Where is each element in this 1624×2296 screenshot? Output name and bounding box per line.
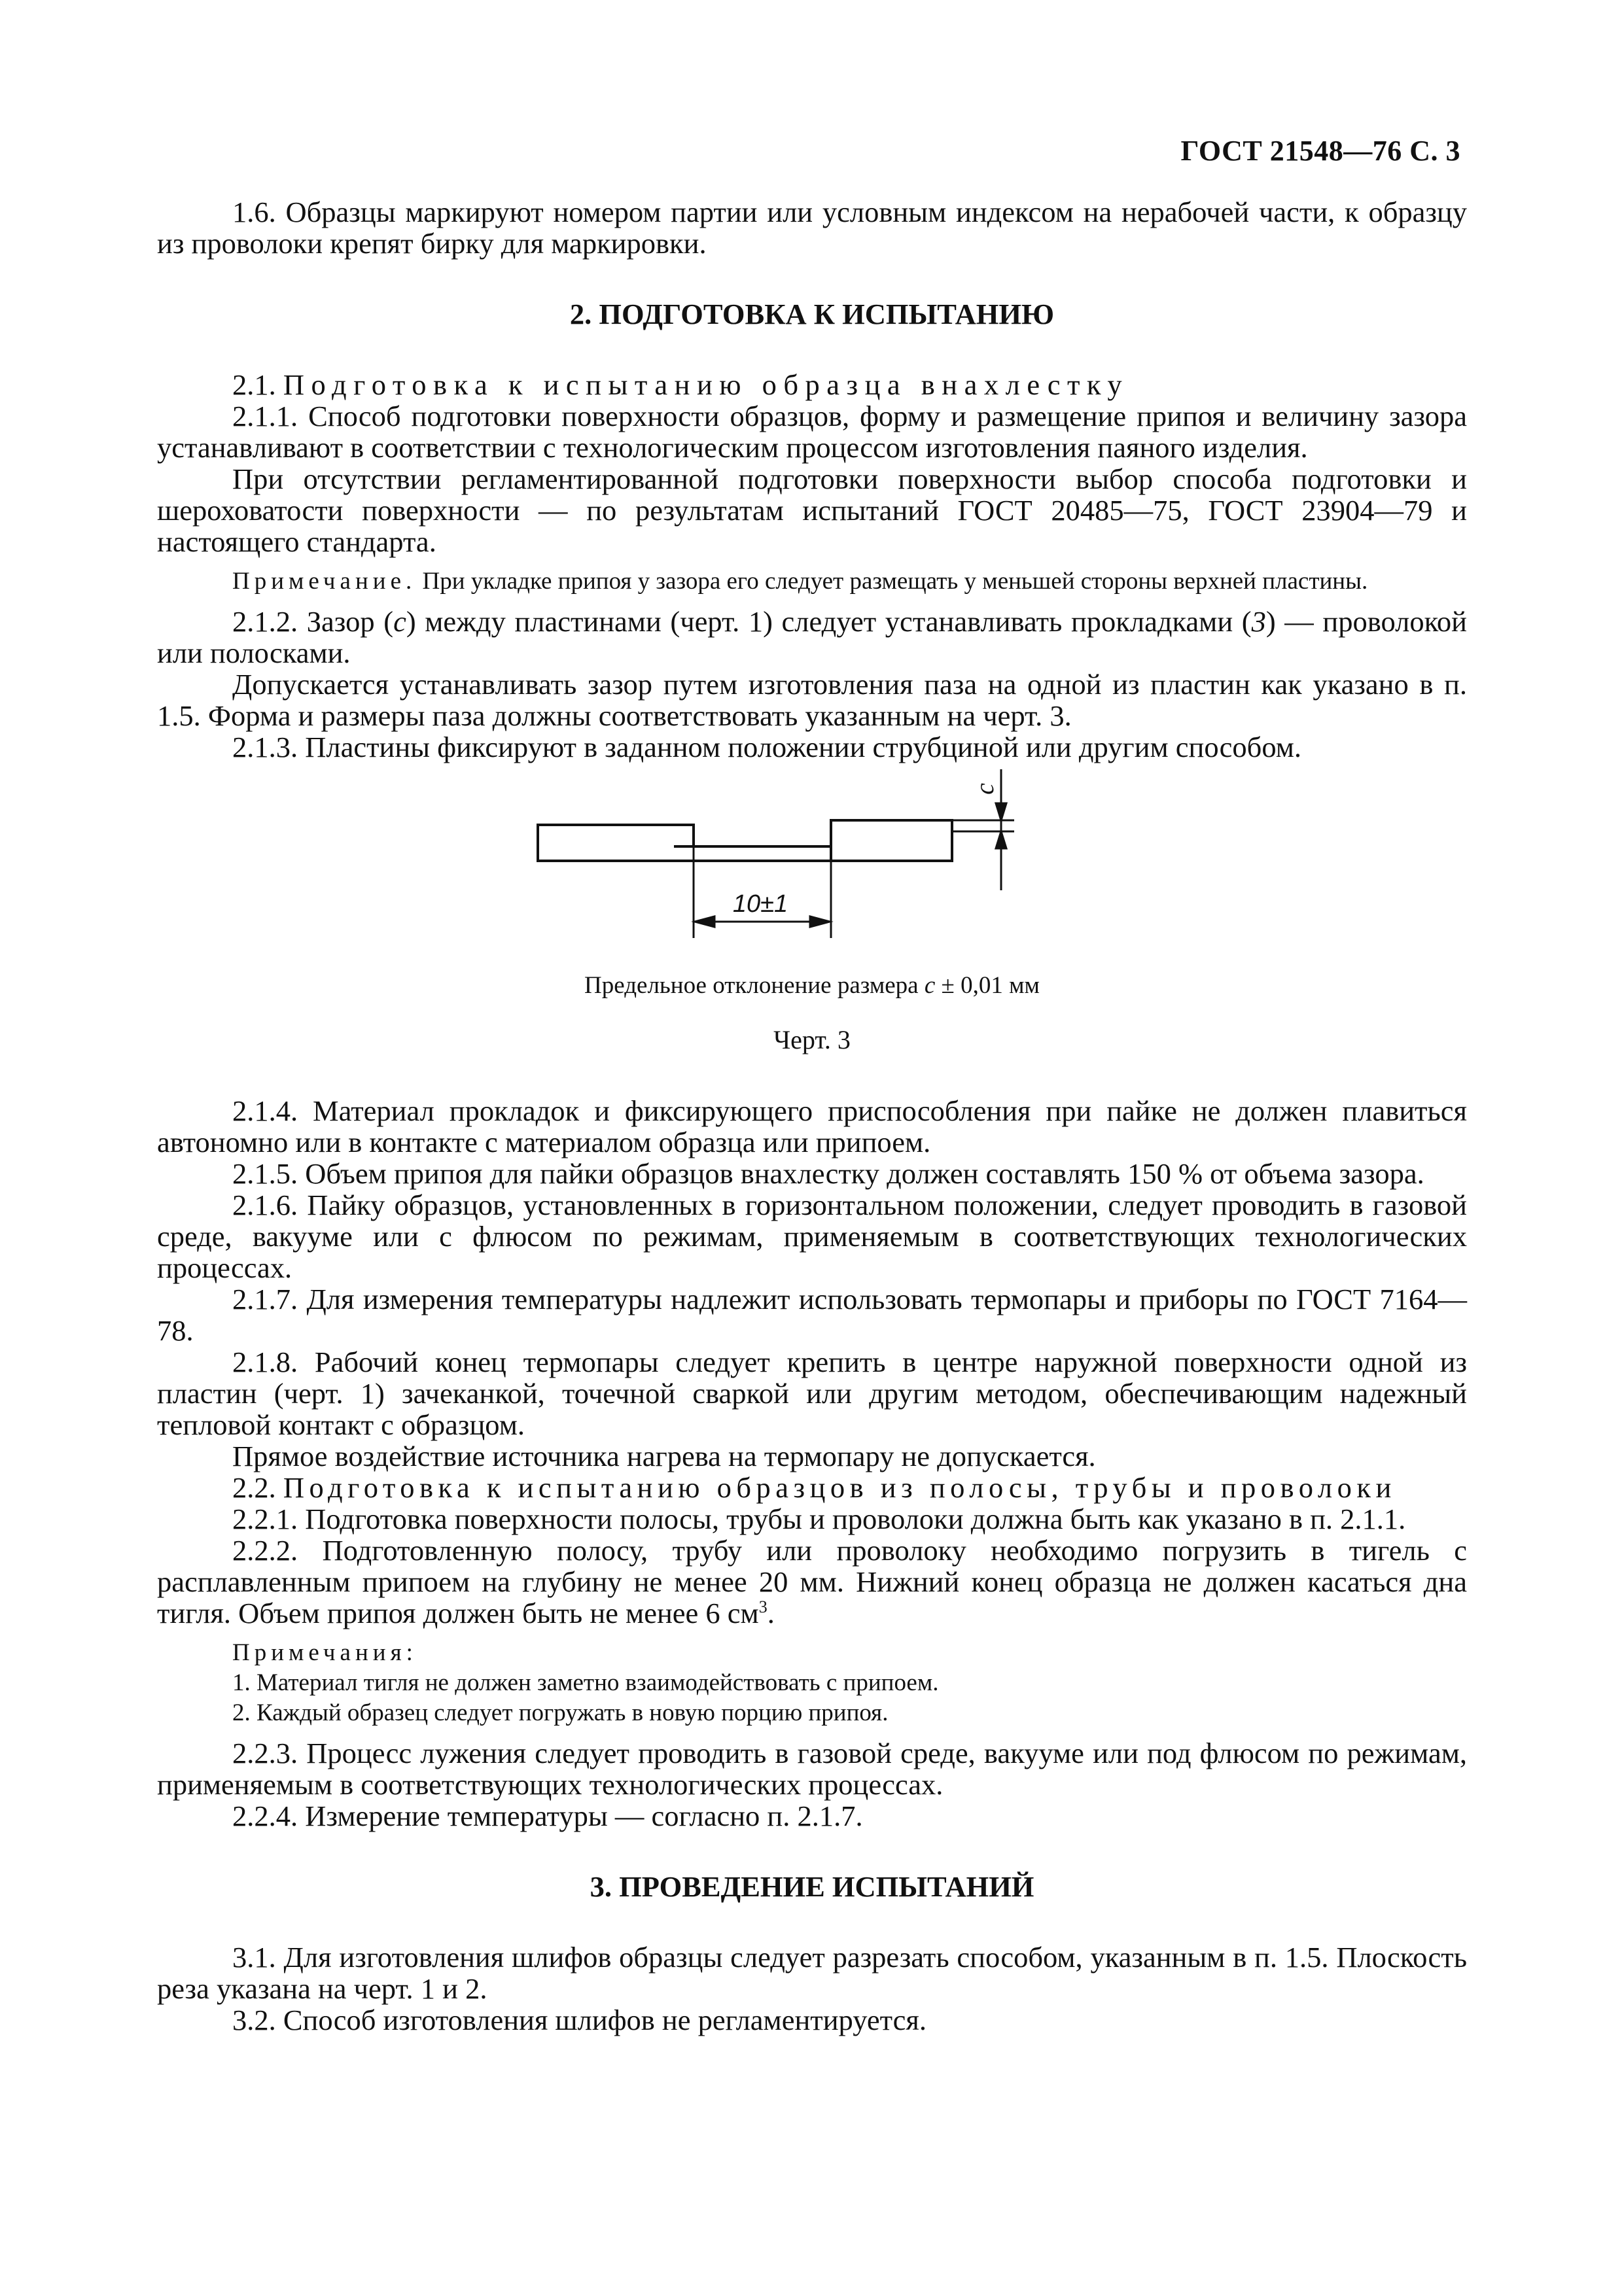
paragraph-2-1-2b: Допускается устанавливать зазор путем изготовления паза на одной из пластин как указано в п. 1.5. Форма и размеры паза должны соответствовать указанным на черт. 3. xyxy=(157,668,1467,732)
note-1-text: При укладке припоя у зазора его следует размещать у меньшей стороны верхней пластины. xyxy=(422,568,1368,595)
note-1 xyxy=(157,566,1467,597)
c-arrow-bottom xyxy=(996,831,1006,848)
c-label: c xyxy=(970,783,999,795)
note-item-2: 2. Каждый образец следует погружать в новую порцию припоя. xyxy=(232,1699,889,1726)
paragraph-2-1-6: 2.1.6. Пайку образцов, установленных в горизонтальном положении, следует проводить в газовой среде, вакууме или с флюсом по режимам, применяемым в соответствующих технологических процессах. xyxy=(157,1189,1467,1284)
caption-var: c xyxy=(924,972,936,999)
p212-part-b: ) между пластинами (черт. 1) следует устанавливать прокладками ( xyxy=(406,605,1252,638)
subsection-2-1-title: Подготовка к испытанию образца внахлестку xyxy=(283,368,1129,401)
note-item-1: 1. Материал тигля не должен заметно взаимодействовать с припоем. xyxy=(232,1669,939,1696)
paragraph-2-1-5: 2.1.5. Объем припоя для пайки образцов внахлестку должен составлять 150 % от объема зазора. xyxy=(232,1157,1424,1190)
figure-3-caption xyxy=(157,971,1467,1001)
notes-label-text: Примечания: xyxy=(232,1639,417,1666)
subsection-2-2-number: 2.2. xyxy=(232,1471,276,1504)
subsection-2-2-title: Подготовка к испытанию образцов из полосы, трубы и проволоки xyxy=(283,1471,1396,1504)
figure-3 xyxy=(157,763,1467,1024)
dim-arrow-right xyxy=(810,916,830,927)
p212-part-d: ) — проволокой или полосками. xyxy=(157,605,1467,669)
paragraph-2-2-2 xyxy=(157,1535,1467,1629)
paragraph-3-2: 3.2. Способ изготовления шлифов не регламентируется. xyxy=(232,2004,927,2036)
p222-end: . xyxy=(767,1597,775,1629)
upper-plate xyxy=(674,820,952,861)
document-body xyxy=(157,196,1467,2036)
c-arrow-top xyxy=(996,803,1006,820)
paragraph-3-1: 3.1. Для изготовления шлифов образцы следует разрезать способом, указанным в п. 1.5. Плоскость реза указана на черт. 1 и 2. xyxy=(157,1941,1467,2005)
caption-tol: ± 0,01 мм xyxy=(935,972,1040,999)
lower-plate xyxy=(538,825,831,861)
section-2-title: 2. ПОДГОТОВКА К ИСПЫТАНИЮ xyxy=(569,298,1055,330)
paragraph-2-2-1: 2.2.1. Подготовка поверхности полосы, трубы и проволоки должна быть как указано в п. 2.1.1. xyxy=(232,1503,1406,1535)
paragraph-2-1-1: 2.1.1. Способ подготовки поверхности образцов, форму и размещение припоя и величину зазора устанавливают в соответствии с технологическим процессом изготовления паяного изделия. xyxy=(157,400,1467,464)
p212-part-a: 2.1.2. Зазор ( xyxy=(232,605,394,638)
subsection-2-2-heading xyxy=(157,1472,1467,1503)
paragraph-2-1-8b: Прямое воздействие источника нагрева на термопару не допускается. xyxy=(232,1440,1096,1472)
notes-label xyxy=(157,1638,1467,1668)
paragraph-2-1-2 xyxy=(157,606,1467,669)
dim-arrow-left xyxy=(695,916,715,927)
p212-ref-3: 3 xyxy=(1251,605,1266,638)
p222-sup: 3 xyxy=(758,1597,768,1617)
p222-text: 2.2.2. Подготовленную полосу, трубу или проволоку необходимо погрузить в тигель с расплавленным припоем на глубину не менее 20 мм. Нижний конец образца не должен касаться дна тигля. Объем припоя должен быть не менее 6 см xyxy=(157,1534,1467,1629)
note-1-label: Примечание. xyxy=(232,568,417,595)
paragraph-2-1-4: 2.1.4. Материал прокладок и фиксирующего приспособления при пайке не должен плавиться автономно или в контакте с материалом образца или припоем. xyxy=(157,1094,1467,1158)
paragraph-2-2-3: 2.2.3. Процесс лужения следует проводить в газовой среде, вакууме или под флюсом по режимам, применяемым в соответствующих технологических процессах. xyxy=(157,1737,1467,1801)
paragraph-2-2-4: 2.2.4. Измерение температуры — согласно п. 2.1.7. xyxy=(232,1800,863,1832)
dim-label: 10±1 xyxy=(732,890,788,918)
figure-3-drawing xyxy=(530,763,1119,959)
caption-text: Предельное отклонение размера xyxy=(584,972,925,999)
paragraph-2-1-3: 2.1.3. Пластины фиксируют в заданном положении струбциной или другим способом. xyxy=(232,731,1302,763)
p212-var-c: с xyxy=(393,605,406,638)
subsection-2-1-heading xyxy=(157,369,1467,400)
figure-3-label: Черт. 3 xyxy=(773,1025,851,1054)
paragraph-2-1-1b: При отсутствии регламентированной подготовки поверхности выбор способа подготовки и шероховатости поверхности — по результатам испытаний ГОСТ 20485—75, ГОСТ 23904—79 и настоящего стандарта. xyxy=(157,462,1467,558)
subsection-2-1-number: 2.1. xyxy=(232,368,276,401)
paragraph-2-1-8: 2.1.8. Рабочий конец термопары следует крепить в центре наружной поверхности одной из пластин (черт. 1) зачеканкой, точечной сваркой или другим методом, обеспечивающим надежный тепловой контакт с образцом. xyxy=(157,1346,1467,1441)
paragraph-1-6: 1.6. Образцы маркируют номером партии или условным индексом на нерабочей части, к образцу из проволоки крепят бирку для маркировки. xyxy=(157,196,1467,260)
paragraph-2-1-7: 2.1.7. Для измерения температуры надлежит использовать термопары и приборы по ГОСТ 7164—78. xyxy=(157,1283,1467,1347)
section-3-title: 3. ПРОВЕДЕНИЕ ИСПЫТАНИЙ xyxy=(590,1870,1034,1903)
page-header: ГОСТ 21548—76 С. 3 xyxy=(1180,135,1460,167)
